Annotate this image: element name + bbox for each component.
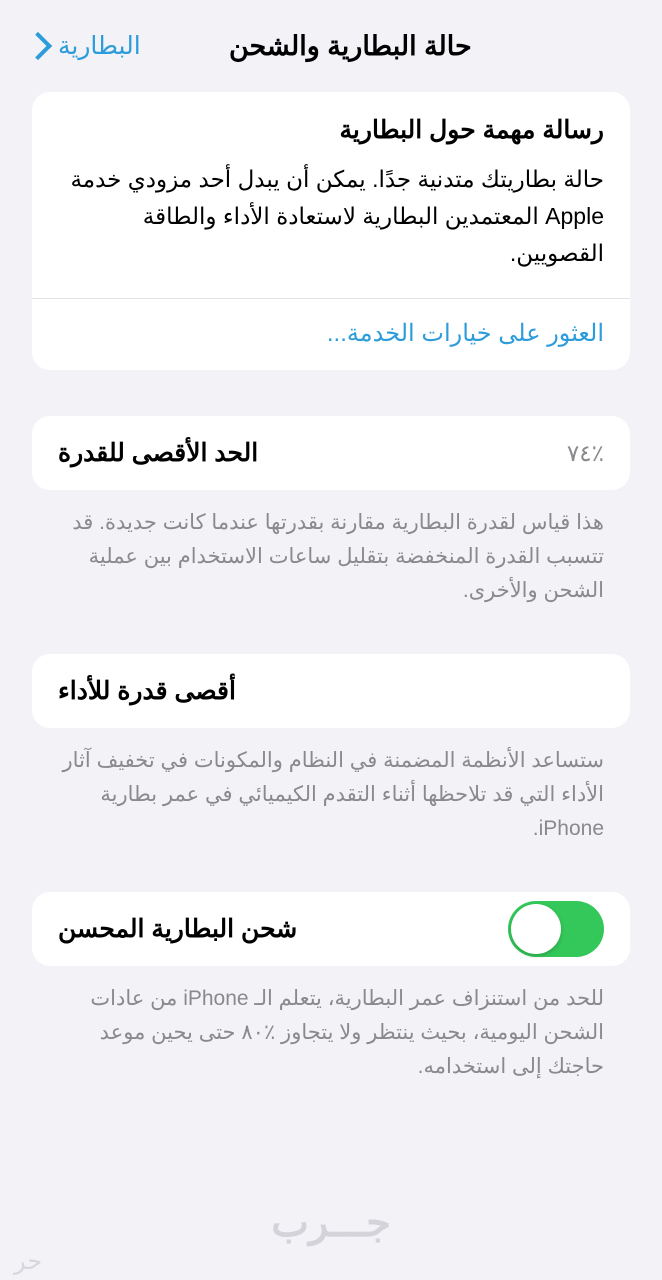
optimized-charging-toggle[interactable] — [508, 901, 604, 957]
optimized-charging-label: شحن البطارية المحسن — [58, 915, 298, 944]
back-button[interactable] — [26, 31, 141, 61]
maximum-capacity-row — [32, 416, 630, 490]
maximum-capacity-footnote: هذا قياس لقدرة البطارية مقارنة بقدرتها عندما كانت جديدة. قد تتسبب القدرة المنخفضة بتقليل ساعات الاستخدام بين عملية الشحن والأخرى. — [72, 511, 604, 603]
optimized-charging-card — [32, 892, 630, 966]
corner-logo: حر — [14, 1248, 43, 1275]
back-button-label: البطارية — [58, 32, 141, 60]
page-title: حالة البطارية والشحن — [228, 30, 472, 61]
optimized-charging-row[interactable] — [32, 892, 630, 966]
service-options-link[interactable] — [32, 299, 630, 370]
battery-message-body-wrap — [32, 92, 630, 298]
battery-message-title: رسالة مهمة حول البطارية — [339, 116, 604, 144]
toggle-knob — [511, 904, 561, 954]
peak-performance-footnote: ستساعد الأنظمة المضمنة في النظام والمكونات في تخفيف آثار الأداء التي قد تلاحظها أثناء التقدم الكيميائي في عمر بطارية iPhone. — [62, 749, 604, 841]
battery-message-text: حالة بطاريتك متدنية جدًا. يمكن أن يبدل أحد مزودي خدمة Apple المعتمدين البطارية لاستعادة الأداء والطاقة القصويين. — [70, 165, 604, 266]
peak-performance-label: أقصى قدرة للأداء — [58, 677, 236, 706]
maximum-capacity-value: ٧٤٪ — [566, 439, 604, 466]
settings-content — [0, 92, 662, 1280]
peak-performance-card — [32, 654, 630, 728]
section-gap-2 — [32, 608, 630, 654]
watermark-text: جـــرب — [271, 1201, 391, 1245]
maximum-capacity-card — [32, 416, 630, 490]
service-options-link-label: العثور على خيارات الخدمة... — [326, 320, 604, 348]
maximum-capacity-label: الحد الأقصى للقدرة — [58, 439, 259, 468]
navigation-bar — [0, 0, 662, 92]
section-gap-3 — [32, 846, 630, 892]
optimized-charging-footnote: للحد من استنزاف عمر البطارية، يتعلم الـ iPhone من عادات الشحن اليومية، بحيث ينتظر ولا يتجاوز ٪٨٠ حتى يحين موعد حاجتك إلى استخدامه. — [90, 987, 604, 1079]
section-gap-1 — [32, 370, 630, 416]
battery-message-card — [32, 92, 630, 370]
chevron-right-icon — [24, 32, 52, 60]
peak-performance-row — [32, 654, 630, 728]
